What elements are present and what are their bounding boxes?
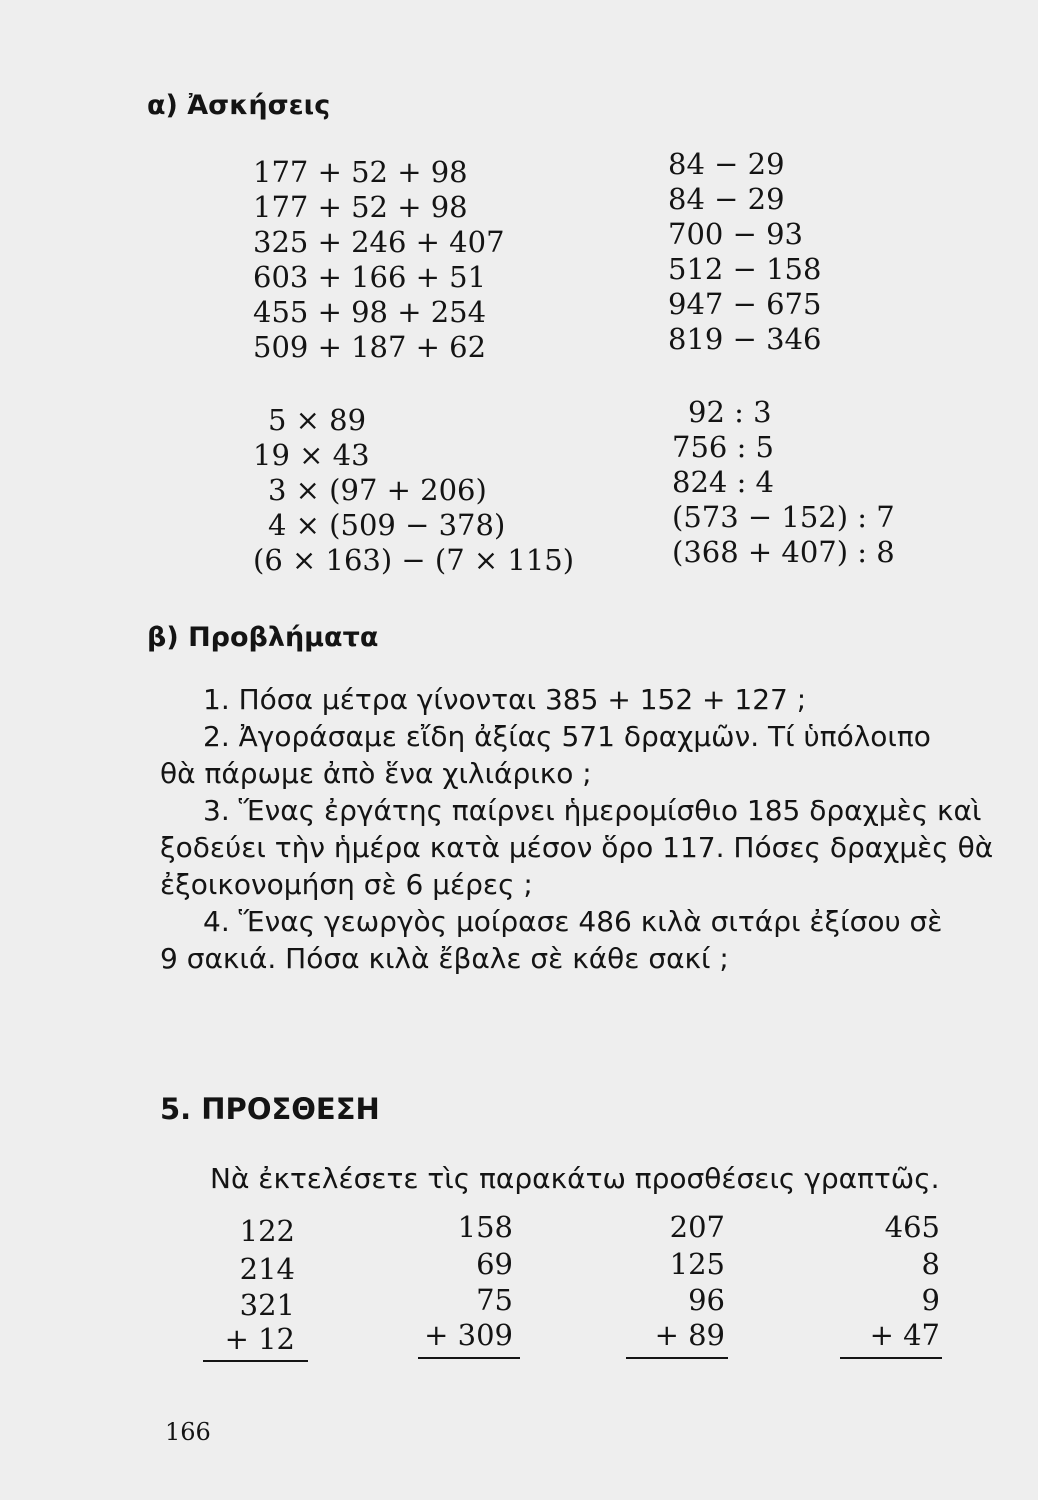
problem-line: 3. Ἕνας ἐργάτης παίρνει ἡμερομίσθιο 185 δραχμὲς καὶ xyxy=(203,794,982,827)
problem-line: 2. Ἀγοράσαμε εἴδη ἀξίας 571 δραχμῶν. Τί ὑπόλοιπο xyxy=(203,720,931,753)
addend: 69 xyxy=(476,1247,513,1281)
division-exercise: (368 + 407) : 8 xyxy=(672,535,895,569)
problem-line: 4. Ἕνας γεωργὸς μοίρασε 486 κιλὰ σιτάρι ἐξίσου σὲ xyxy=(203,905,943,938)
problem-line: ξοδεύει τὴν ἡμέρα κατὰ μέσον ὅρο 117. Πόσες δραχμὲς θὰ xyxy=(160,831,994,864)
addition-exercise: 177 + 52 + 98 xyxy=(253,190,468,224)
section-5-heading: 5. ΠΡΟΣΘΕΣΗ xyxy=(160,1092,380,1126)
subtraction-exercise: 819 − 346 xyxy=(668,322,822,356)
problem-line: ἐξοικονομήση σὲ 6 μέρες ; xyxy=(160,868,533,901)
sum-rule xyxy=(418,1357,520,1359)
addition-exercise: 325 + 246 + 407 xyxy=(253,225,505,259)
addition-instruction: Νὰ ἐκτελέσετε τὶς παρακάτω προσθέσεις γραπτῶς. xyxy=(210,1162,940,1195)
addend: 465 xyxy=(884,1210,940,1244)
addition-exercise: 603 + 166 + 51 xyxy=(253,260,487,294)
addend: 75 xyxy=(476,1283,513,1317)
sum-rule xyxy=(626,1357,728,1359)
addend: 321 xyxy=(239,1288,295,1322)
division-exercise: 92 : 3 xyxy=(688,395,772,429)
problem-line: 9 σακιά. Πόσα κιλὰ ἔβαλε σὲ κάθε σακί ; xyxy=(160,942,729,975)
problem-line: 1. Πόσα μέτρα γίνονται 385 + 152 + 127 ; xyxy=(203,683,807,716)
section-b-heading: β) Προβλήματα xyxy=(147,622,379,653)
addend-with-plus: + 309 xyxy=(424,1318,513,1352)
problem-line: θὰ πάρωμε ἀπὸ ἕνα χιλιάρικο ; xyxy=(160,757,592,790)
addend: 125 xyxy=(669,1247,725,1281)
sum-rule xyxy=(840,1357,942,1359)
addition-exercise: 455 + 98 + 254 xyxy=(253,295,487,329)
addend-with-plus: + 89 xyxy=(654,1318,725,1352)
multiplication-exercise: 5 × 89 xyxy=(268,403,367,437)
division-exercise: (573 − 152) : 7 xyxy=(672,500,895,534)
subtraction-exercise: 84 − 29 xyxy=(668,182,785,216)
addend: 96 xyxy=(688,1283,725,1317)
addend: 122 xyxy=(239,1214,295,1248)
multiplication-exercise: 19 × 43 xyxy=(253,438,370,472)
addend: 9 xyxy=(921,1283,940,1317)
addend-with-plus: + 12 xyxy=(224,1322,295,1356)
multiplication-exercise: 3 × (97 + 206) xyxy=(268,473,487,507)
addition-exercise: 509 + 187 + 62 xyxy=(253,330,487,364)
subtraction-exercise: 84 − 29 xyxy=(668,147,785,181)
subtraction-exercise: 947 − 675 xyxy=(668,287,822,321)
subtraction-exercise: 512 − 158 xyxy=(668,252,822,286)
subtraction-exercise: 700 − 93 xyxy=(668,217,803,251)
addition-exercise: 177 + 52 + 98 xyxy=(253,155,468,189)
division-exercise: 756 : 5 xyxy=(672,430,775,464)
addend: 214 xyxy=(239,1252,295,1286)
sum-rule xyxy=(203,1360,308,1362)
division-exercise: 824 : 4 xyxy=(672,465,775,499)
addend: 8 xyxy=(921,1247,940,1281)
addend-with-plus: + 47 xyxy=(869,1318,940,1352)
addend: 207 xyxy=(669,1210,725,1244)
addend: 158 xyxy=(457,1210,513,1244)
section-a-heading: α) Ἀσκήσεις xyxy=(147,90,331,121)
page-number: 166 xyxy=(165,1418,211,1446)
multiplication-exercise: (6 × 163) − (7 × 115) xyxy=(253,543,575,577)
multiplication-exercise: 4 × (509 − 378) xyxy=(268,508,506,542)
